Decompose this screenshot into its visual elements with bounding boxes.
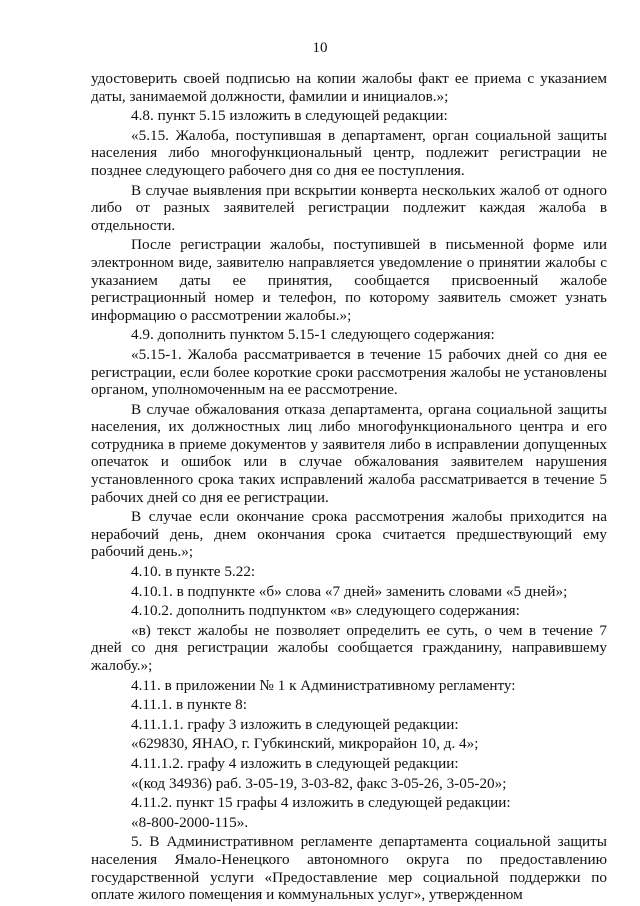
paragraph-5: 5. В Административном регламенте департамента социальной защиты населения Ямало-Ненецкого автономного округа по предоставлению государственной услуги «Предоставление мер социальной поддержки по оплате жилого помещения и коммунальных услуг», утвержденном xyxy=(91,833,607,904)
paragraph-5-15-1: «5.15-1. Жалоба рассматривается в течение 15 рабочих дней со дня ее регистрации, если более короткие сроки рассмотрения жалобы не установлены органом, уполномоченным на ее рассмотрение. xyxy=(91,345,607,399)
paragraph-4-9: 4.9. дополнить пунктом 5.15-1 следующего содержания: xyxy=(131,326,495,344)
paragraph-nonworking-day: В случае если окончание срока рассмотрения жалобы приходится на нерабочий день, днем окончания срока считается предшествующий ему рабочий день.»; xyxy=(91,508,607,561)
paragraph-4-10: 4.10. в пункте 5.22: xyxy=(131,563,256,581)
paragraph-hotline: «8-800-2000-115». xyxy=(131,813,249,831)
paragraph-phones: «(код 34936) раб. 3-05-19, 3-03-82, факс 3-05-26, 3-05-20»; xyxy=(131,774,507,792)
paragraph-5-15: «5.15. Жалоба, поступившая в департамент, орган социальной защиты населения либо многофункциональный центр, подлежит регистрации не позднее следующего рабочего дня со дня ее поступления. xyxy=(91,126,607,179)
paragraph-address: «629830, ЯНАО, г. Губкинский, микрорайон 10, д. 4»; xyxy=(131,735,479,753)
paragraph-envelope: В случае выявления при вскрытии конверта нескольких жалоб от одного либо от разных заявителей регистрации подлежит каждая жалоба в отдельности. xyxy=(91,181,607,234)
paragraph-appeal-refusal: В случае обжалования отказа департамента, органа социальной защиты населения, их должностных лиц либо многофункционального центра и его сотрудника в приеме документов у заявителя либо в исправлении допущенных опечаток и ошибок или в случае обжалования заявителем нарушения установленного срока таких исправлений жалоба рассматривается в течение 5 рабочих дней со дня ее регистрации. xyxy=(91,400,607,506)
paragraph-4-11-1: 4.11.1. в пункте 8: xyxy=(131,696,247,714)
paragraph-registration-notice: После регистрации жалобы, поступившей в письменной форме или электронном виде, заявителю направляется уведомление о принятии жалобы с указанием даты ее принятия, сообщается присвоенный жалобе регистрационный номер и телефон, по которому заявитель сможет узнать информацию о рассмотрении жалобы.»; xyxy=(91,236,607,324)
paragraph-4-11-2: 4.11.2. пункт 15 графы 4 изложить в следующей редакции: xyxy=(131,794,511,812)
paragraph-4-11-1-1: 4.11.1.1. графу 3 изложить в следующей редакции: xyxy=(131,715,459,733)
page-number: 10 xyxy=(312,40,328,56)
paragraph-subpoint-v: «в) текст жалобы не позволяет определить ее суть, о чем в течение 7 дней со дня регистрации жалобы сообщается гражданину, направившему жалобу.»; xyxy=(91,621,607,674)
paragraph-4-11-1-2: 4.11.1.2. графу 4 изложить в следующей редакции: xyxy=(131,754,459,772)
paragraph-4-8: 4.8. пункт 5.15 изложить в следующей редакции: xyxy=(131,107,448,125)
paragraph-continuation: удостоверить своей подписью на копии жалобы факт ее приема с указанием даты, занимаемой должности, фамилии и инициалов.»; xyxy=(91,70,607,105)
paragraph-4-10-1: 4.10.1. в подпункте «б» слова «7 дней» заменить словами «5 дней»; xyxy=(131,582,568,600)
paragraph-4-10-2: 4.10.2. дополнить подпунктом «в» следующего содержания: xyxy=(131,602,520,620)
paragraph-4-11: 4.11. в приложении № 1 к Административному регламенту: xyxy=(131,676,516,694)
document-body xyxy=(91,70,607,906)
